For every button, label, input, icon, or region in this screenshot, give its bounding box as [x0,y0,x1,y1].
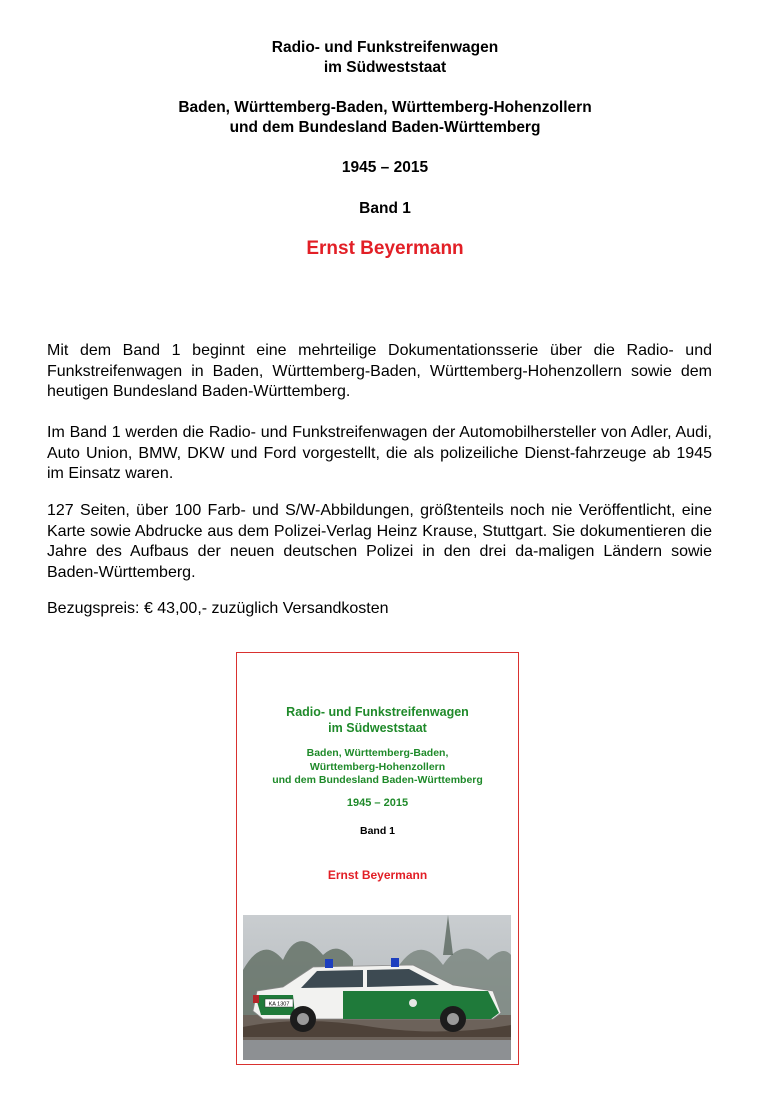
cover-years: 1945 – 2015 [346,797,409,809]
book-cover [236,652,519,1065]
heading-line-3: Baden, Württemberg-Baden, Württemberg-Hohenzollern [178,99,592,116]
police-car-illustration [243,915,511,1060]
heading-line-2: im Südweststaat [323,59,447,76]
heading-years: 1945 – 2015 [341,159,429,176]
cover-author: Ernst Beyermann [327,868,428,882]
cover-subtitle-3: und dem Bundesland Baden-Württemberg [272,774,483,786]
cover-subtitle-2: Württemberg-Hohenzollern [309,761,446,773]
heading-author: Ernst Beyermann [306,238,464,259]
price-line: Bezugspreis: € 43,00,- zuzüglich Versandkosten [47,600,389,617]
cover-band: Band 1 [359,825,395,837]
paragraph-manufacturers: Im Band 1 werden die Radio- und Funkstreifenwagen der Automobilhersteller von Adler, Audi, Auto Union, BMW, DKW und Ford vorgestellt, die als polizeiliche Dienst-fahrzeuge ab 1945 im Einsatz waren. [47,424,712,482]
heading-band: Band 1 [359,200,411,217]
police-car-photo [243,915,511,1060]
cover-title-2: im Südweststaat [328,721,427,735]
heading-line-1: Radio- und Funkstreifenwagen [271,39,499,56]
paragraph-details: 127 Seiten, über 100 Farb- und S/W-Abbildungen, größtenteils noch nie Veröffentlicht, eine Karte sowie Abdrucke aus dem Polizei-Verlag Heinz Krause, Stuttgart. Sie dokumentieren die Jahre des Aufbaus der neuen deutschen Polizei in den drei da-maligen Ländern sowie Baden-Württemberg. [47,502,712,581]
paragraph-intro: Mit dem Band 1 beginnt eine mehrteilige Dokumentationsserie über die Radio- und Funkstreifenwagen in Baden, Württemberg-Baden, Württemberg-Hohenzollern sowie dem heutigen Bundesland Baden-Württemberg. [47,342,712,400]
cover-title-1: Radio- und Funkstreifenwagen [286,705,469,719]
cover-subtitle-1: Baden, Württemberg-Baden, [306,747,449,759]
license-plate-text: KA 1307 [268,1001,290,1008]
heading-line-4: und dem Bundesland Baden-Württemberg [229,119,541,136]
